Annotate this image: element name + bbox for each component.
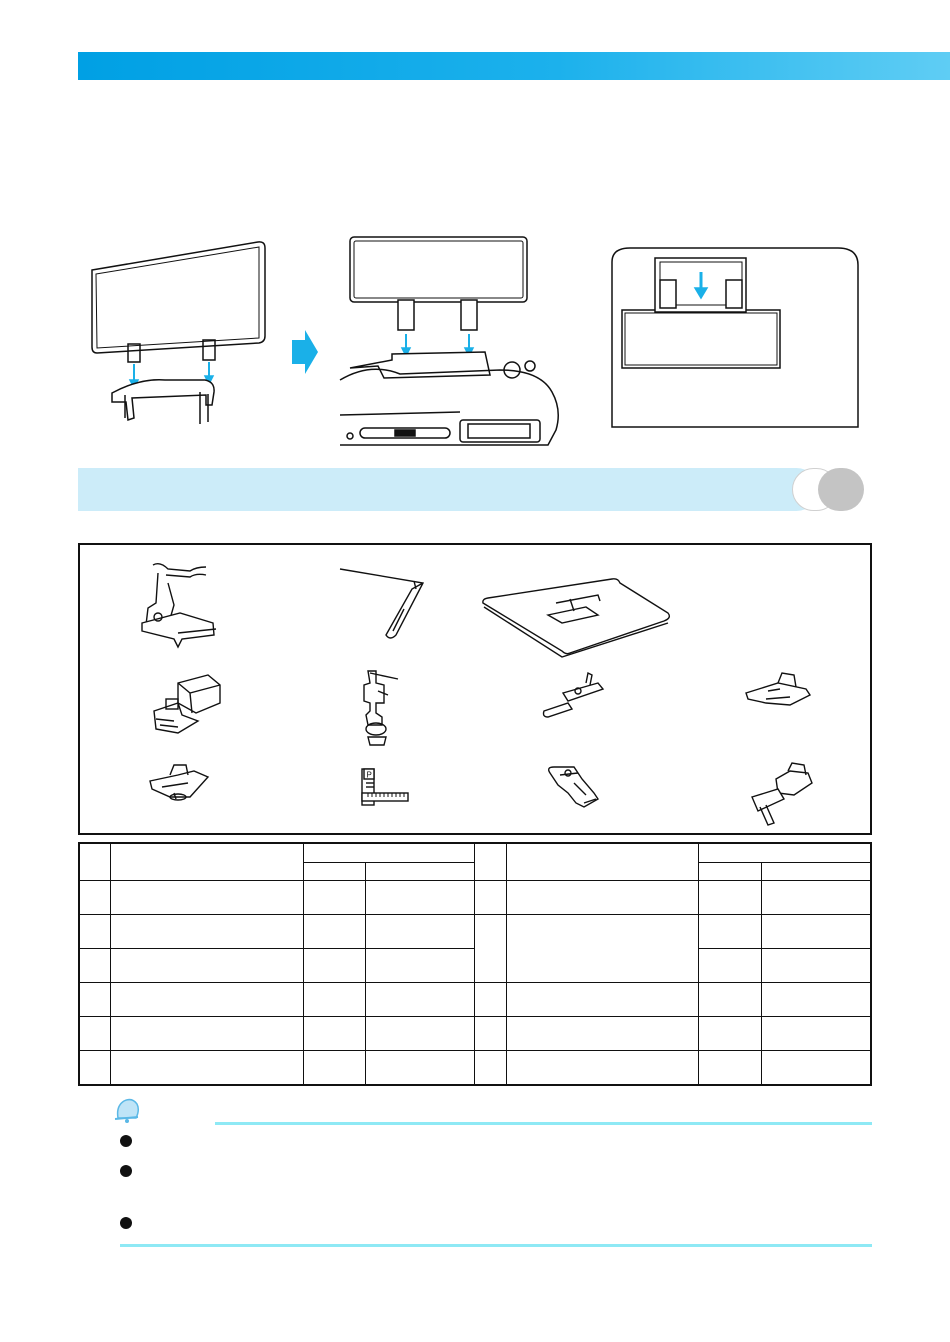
extension-table-image [483,579,669,657]
straight-stitch-foot-image [150,765,208,800]
parts-table [78,842,872,1086]
panel-and-bracket-illustration [92,242,265,424]
table-row [79,915,871,949]
open-toe-foot-image [746,673,810,705]
bell-icon [112,1096,142,1124]
section-heading-bar [78,468,818,511]
note-bullet [120,1217,132,1229]
table-header-cell [761,863,871,881]
table-header-cell [79,843,110,881]
table-header-cell [110,843,303,881]
quarter-inch-foot-image [549,767,598,807]
scale-foot-image [362,769,408,805]
note-bullet [120,1165,132,1177]
table-row [79,1051,871,1086]
table-row [79,881,871,915]
quilting-foot-image [364,671,398,745]
table-header-cell [474,843,506,881]
quilting-guide-image [544,673,604,717]
side-cutter-foot-image [142,564,216,647]
spool-pin-wire-image [340,569,423,638]
stitch-in-the-ditch-foot-image [752,763,812,825]
parts-image-grid [78,543,872,835]
table-header-cell [303,863,365,881]
table-row [79,1017,871,1051]
illustration-area [0,0,950,460]
note-bullet [120,1135,132,1147]
svg-text:P: P [366,770,372,780]
table-header-cell [365,863,474,881]
arrow-right-icon [292,330,318,374]
panel-mounted-front-view-illustration [612,248,858,427]
note-divider-top [215,1122,872,1125]
note-divider-bottom [120,1244,872,1247]
walking-foot-image [154,675,220,733]
section-tab-pill-shadow [818,468,864,511]
table-header-cell [303,843,474,863]
table-row [79,983,871,1017]
table-header-cell [506,843,698,881]
table-header-cell [698,843,871,863]
bracket-attached-to-machine-illustration [340,237,558,445]
table-header-cell [698,863,761,881]
